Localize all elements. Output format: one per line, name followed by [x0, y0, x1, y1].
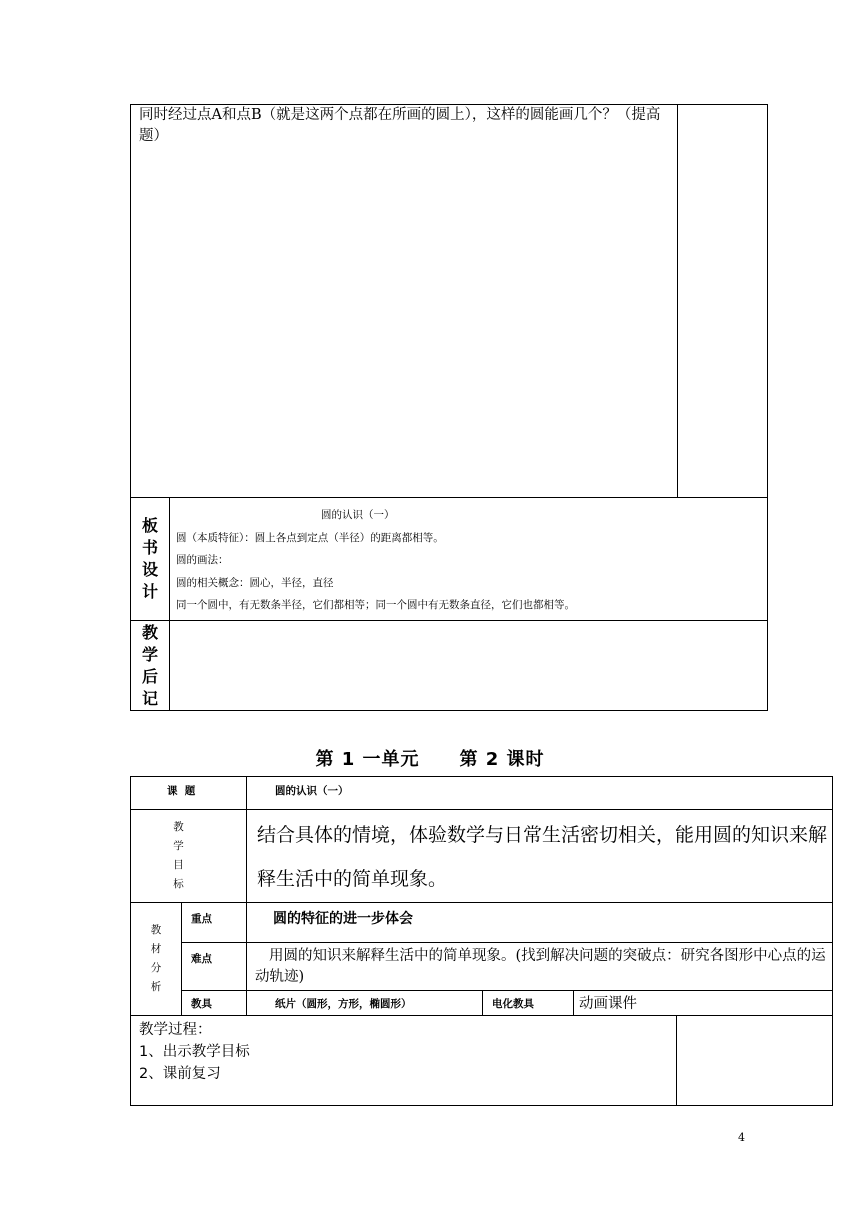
page-number: 4	[738, 1131, 745, 1144]
process-step: 1、出示教学目标	[139, 1044, 250, 1060]
process-step: 2、课前复习	[139, 1066, 221, 1082]
topic-value: 圆的认识（一）	[247, 777, 832, 810]
analysis-label: 教 材 分 析	[131, 903, 182, 1016]
board-design-content	[170, 498, 767, 621]
unit-label: 第 1 一单元	[315, 749, 420, 770]
av-tools-value: 动画课件	[574, 991, 832, 1016]
key-point-value: 圆的特征的进一步体会	[247, 903, 832, 943]
board-design-line: 圆的画法：	[176, 554, 229, 566]
lesson-heading	[0, 745, 860, 771]
board-design-line: 圆的相关概念：圆心，半径，直径	[176, 576, 334, 589]
lesson-plan-table	[130, 776, 833, 1106]
key-point-label: 重点	[182, 903, 247, 943]
process-title: 教学过程：	[139, 1022, 212, 1038]
board-design-line: 圆（本质特征）：圆上各点到定点（半径）的距离都相等。	[176, 531, 444, 544]
tools-label: 教具	[182, 991, 247, 1016]
question-text: 同时经过点A和点B（就是这两个点都在所画的圆上），这样的圆能画几个？（提高题）	[139, 107, 661, 144]
tools-value: 纸片（圆形，方形，椭圆形）	[247, 991, 483, 1016]
question-cell	[131, 105, 678, 498]
question-side-cell	[678, 105, 767, 498]
lesson-plan-upper-table	[130, 104, 768, 711]
difficulty-label: 难点	[182, 943, 247, 991]
process-side-cell	[677, 1016, 832, 1105]
postscript-label: 教 学 后 记	[131, 621, 170, 710]
av-tools-label: 电化教具	[483, 991, 574, 1016]
goal-text: 结合具体的情境，体验数学与日常生活密切相关，能用圆的知识来解释生活中的简单现象。	[247, 810, 832, 903]
board-design-title: 圆的认识（一）	[321, 509, 395, 521]
difficulty-value: 用圆的知识来解释生活中的简单现象。(找到解决问题的突破点：研究各图形中心点的运动轨迹)	[247, 943, 832, 991]
goal-label: 教 学 目 标	[131, 810, 247, 903]
lesson-label: 第 2 课时	[459, 749, 545, 770]
topic-label: 课 题	[131, 777, 247, 810]
board-design-line: 同一个圆中，有无数条半径，它们都相等；同一个圆中有无数条直径，它们也都相等。	[176, 599, 575, 611]
board-design-label: 板 书 设 计	[131, 498, 170, 621]
teaching-process	[131, 1016, 677, 1105]
